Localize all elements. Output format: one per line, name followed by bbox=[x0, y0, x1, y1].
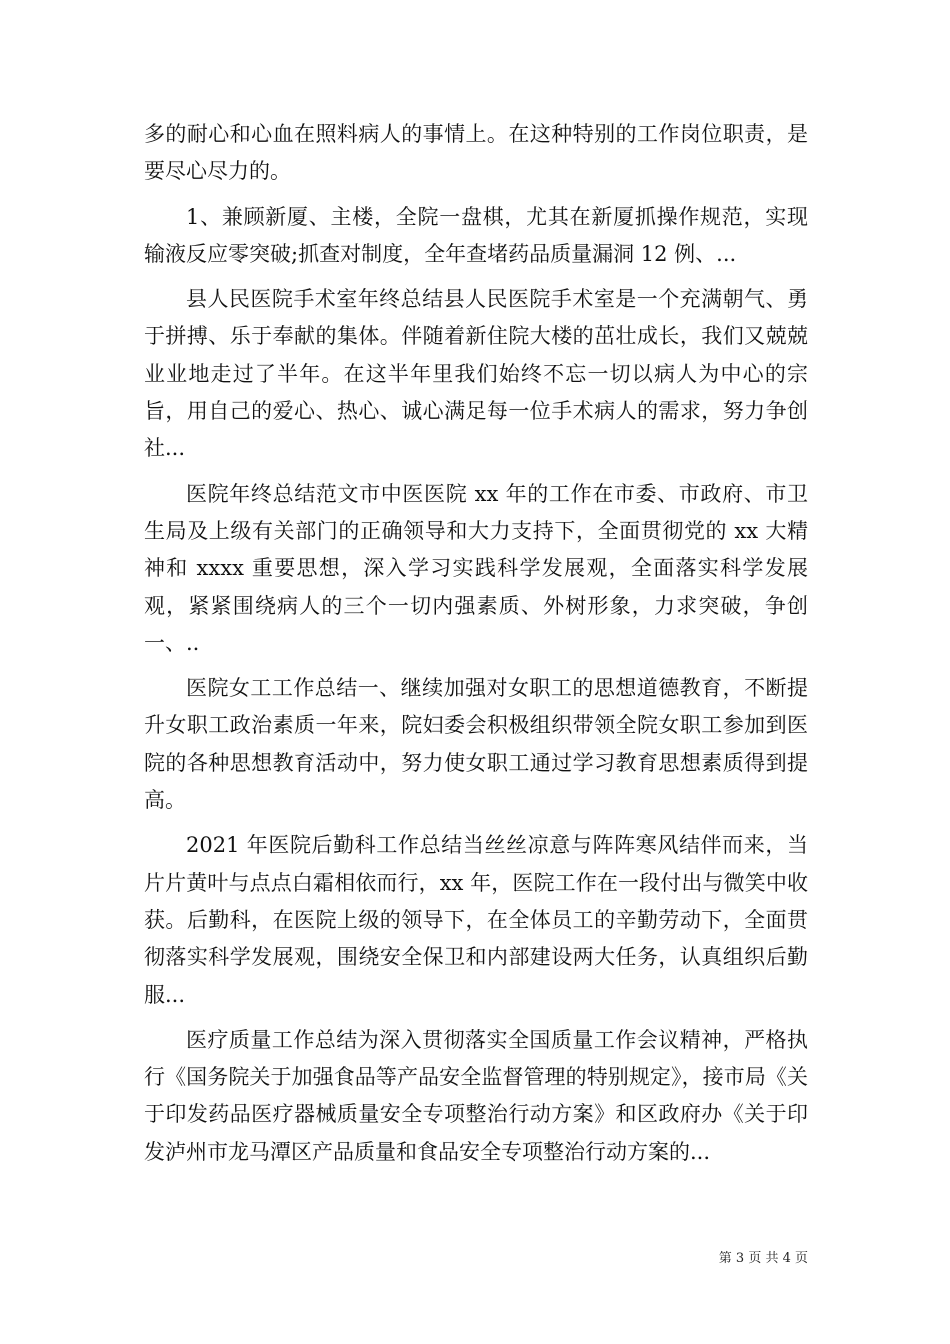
page-number-footer: 第 3 页 共 4 页 bbox=[718, 1251, 808, 1266]
paragraph-tcm-hospital-summary: 医院年终总结范文市中医医院 xx 年的工作在市委、市政府、市卫生局及上级有关部门的正确领导和大力支持下，全面贯彻党的 xx 大精神和 xxxx 重要思想，深入学习实践科学发展观，全面落实科学发展观，紧紧围绕病人的三个一切内强素质、外树形象，力求突破，争创一、.. bbox=[144, 481, 808, 655]
document-body bbox=[144, 116, 808, 1179]
paragraph-logistics-summary: 2021 年医院后勤科工作总结当丝丝凉意与阵阵寒风结伴而来，当片片黄叶与点点白霜相依而行，xx 年，医院工作在一段付出与微笑中收获。后勤科，在医院上级的领导下，在全体员工的辛勤劳动下，全面贯彻落实科学发展观，围绕安全保卫和内部建设两大任务，认真组织后勤服... bbox=[144, 833, 808, 1007]
paragraph-medical-quality-summary: 医疗质量工作总结为深入贯彻落实全国质量工作会议精神，严格执行《国务院关于加强食品等产品安全监督管理的特别规定》，接市局《关于印发药品医疗器械质量安全专项整治行动方案》和区政府办《关于印发泸州市龙马潭区产品质量和食品安全专项整治行动方案的... bbox=[144, 1027, 808, 1164]
paragraph-continuation: 多的耐心和心血在照料病人的事情上。在这种特别的工作岗位职责，是要尽心尽力的。 bbox=[144, 122, 808, 184]
paragraph-infusion-safety: 1、兼顾新厦、主楼，全院一盘棋，尤其在新厦抓操作规范，实现输液反应零突破;抓查对制度，全年查堵药品质量漏洞 12 例、... bbox=[144, 204, 808, 266]
paragraph-operating-room-summary: 县人民医院手术室年终总结县人民医院手术室是一个充满朝气、勇于拼搏、乐于奉献的集体。伴随着新住院大楼的茁壮成长，我们又兢兢业业地走过了半年。在这半年里我们始终不忘一切以病人为中心的宗旨，用自己的爱心、热心、诚心满足每一位手术病人的需求，努力争创社... bbox=[144, 287, 808, 461]
paragraph-female-staff-summary: 医院女工工作总结一、继续加强对女职工的思想道德教育，不断提升女职工政治素质一年来，院妇委会积极组织带领全院女职工参加到医院的各种思想教育活动中，努力使女职工通过学习教育思想素质得到提高。 bbox=[144, 676, 808, 813]
